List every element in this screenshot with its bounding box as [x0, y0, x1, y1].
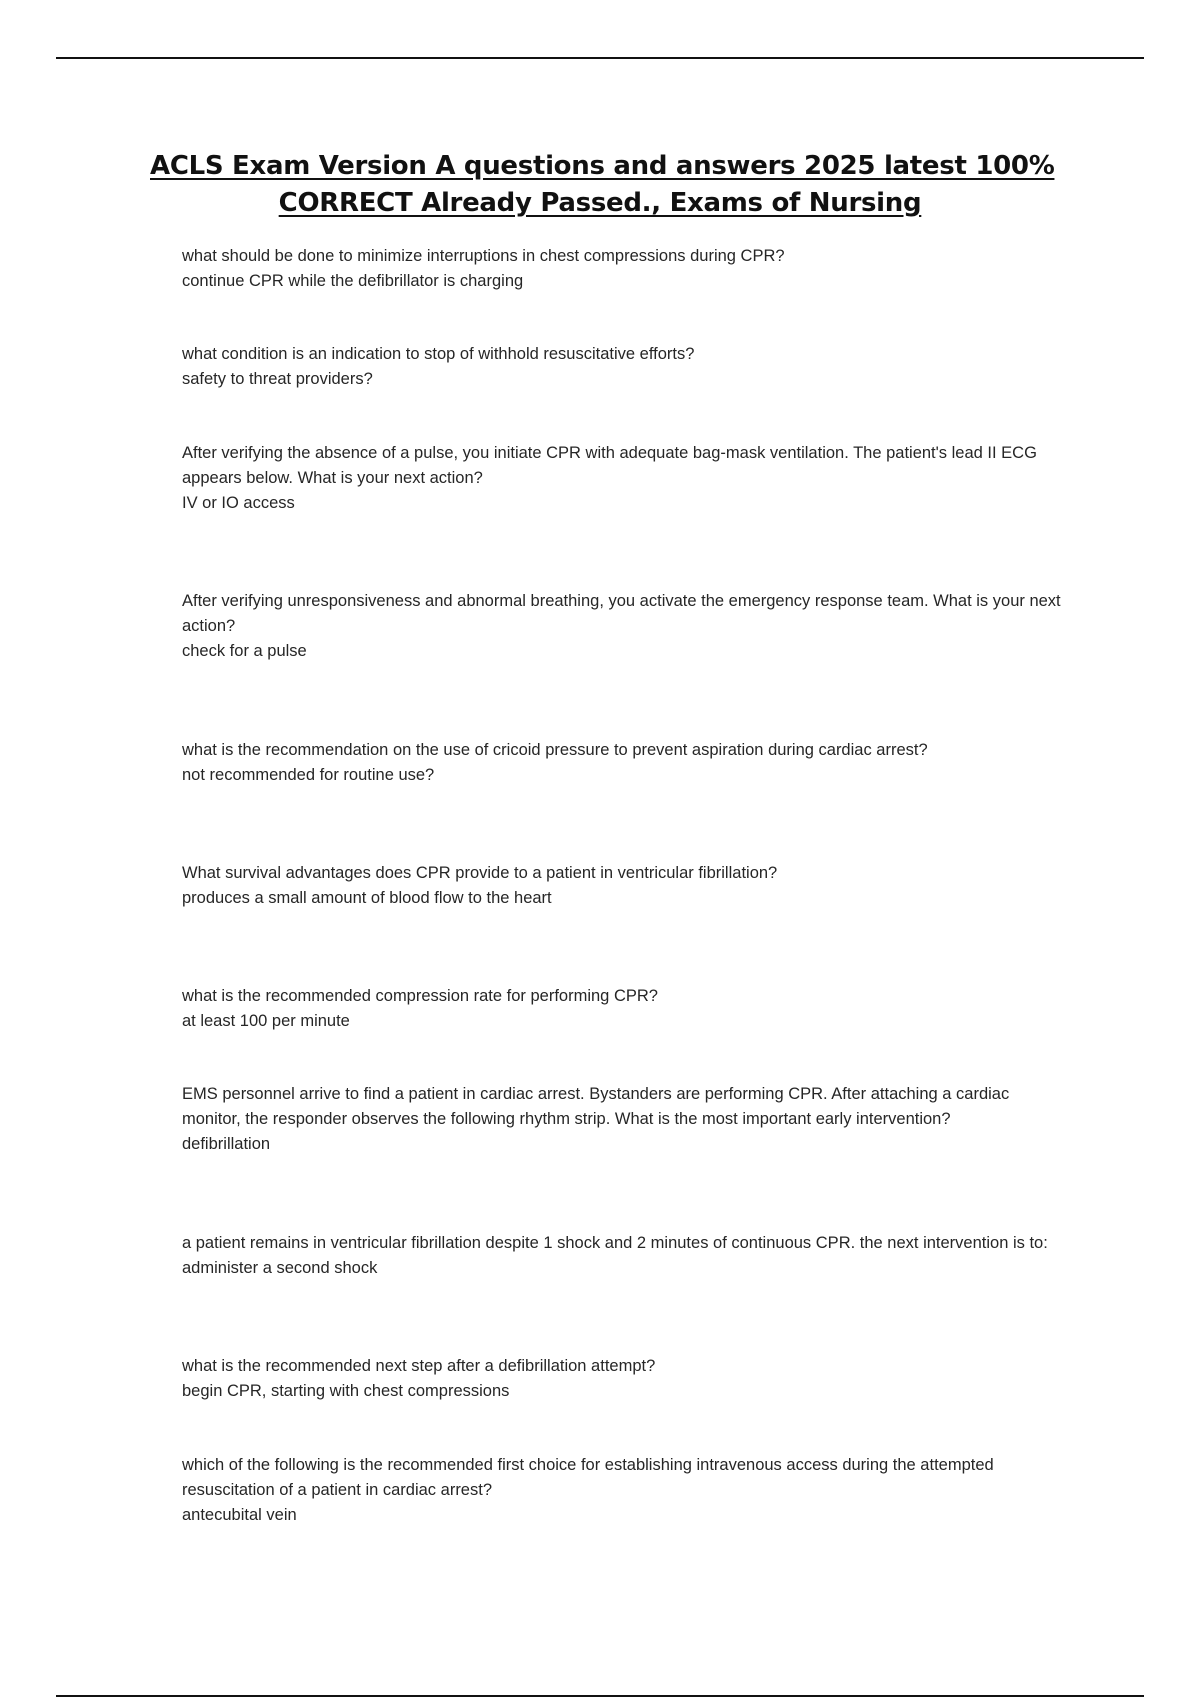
qa-item-4	[182, 589, 1062, 664]
question-text: what condition is an indication to stop of withhold resuscitative efforts?	[182, 345, 695, 363]
qa-item-9	[182, 1231, 1062, 1281]
qa-item-5	[182, 738, 1062, 788]
question-text: what should be done to minimize interruptions in chest compressions during CPR?	[182, 247, 785, 265]
top-rule	[56, 57, 1144, 59]
question-text: what is the recommended compression rate for performing CPR?	[182, 987, 658, 1005]
qa-item-10	[182, 1354, 1062, 1404]
question-text: what is the recommendation on the use of cricoid pressure to prevent aspiration during cardiac arrest?	[182, 741, 928, 759]
answer-text: at least 100 per minute	[182, 1012, 350, 1030]
answer-text: check for a pulse	[182, 642, 307, 660]
answer-text: continue CPR while the defibrillator is charging	[182, 272, 524, 290]
qa-item-2	[182, 342, 1062, 392]
title-line-2: CORRECT Already Passed., Exams of Nursing	[278, 188, 922, 218]
qa-item-7	[182, 984, 1062, 1034]
answer-text: defibrillation	[182, 1135, 271, 1153]
answer-text: IV or IO access	[182, 494, 295, 512]
question-text: After verifying the absence of a pulse, you initiate CPR with adequate bag-mask ventilation. The patient's lead II ECG appears below. What is your next action?	[182, 444, 1037, 487]
qa-item-3	[182, 441, 1062, 516]
answer-text: produces a small amount of blood flow to the heart	[182, 889, 552, 907]
answer-text: safety to threat providers?	[182, 370, 373, 388]
answer-text: not recommended for routine use?	[182, 766, 435, 784]
bottom-rule	[56, 1695, 1144, 1697]
qa-item-6	[182, 861, 1062, 911]
answer-text: administer a second shock	[182, 1259, 378, 1277]
question-text: what is the recommended next step after a defibrillation attempt?	[182, 1357, 656, 1375]
qa-item-1	[182, 244, 1062, 294]
qa-item-8	[182, 1082, 1062, 1157]
answer-text: begin CPR, starting with chest compressions	[182, 1382, 510, 1400]
question-text: a patient remains in ventricular fibrillation despite 1 shock and 2 minutes of continuous CPR. the next intervention is to:	[182, 1234, 1048, 1252]
question-text: What survival advantages does CPR provide to a patient in ventricular fibrillation?	[182, 864, 778, 882]
answer-text: antecubital vein	[182, 1506, 297, 1524]
question-text: After verifying unresponsiveness and abnormal breathing, you activate the emergency response team. What is your next action?	[182, 592, 1061, 635]
document-title	[150, 148, 1055, 222]
title-line-1: ACLS Exam Version A questions and answers 2025 latest 100%	[150, 151, 1055, 181]
question-text: EMS personnel arrive to find a patient in cardiac arrest. Bystanders are performing CPR. After attaching a cardiac monitor, the responder observes the following rhythm strip. What is the most important early intervention?	[182, 1085, 1010, 1128]
question-text: which of the following is the recommended first choice for establishing intravenous access during the attempted resuscitation of a patient in cardiac arrest?	[182, 1456, 994, 1499]
qa-item-11	[182, 1453, 1062, 1528]
